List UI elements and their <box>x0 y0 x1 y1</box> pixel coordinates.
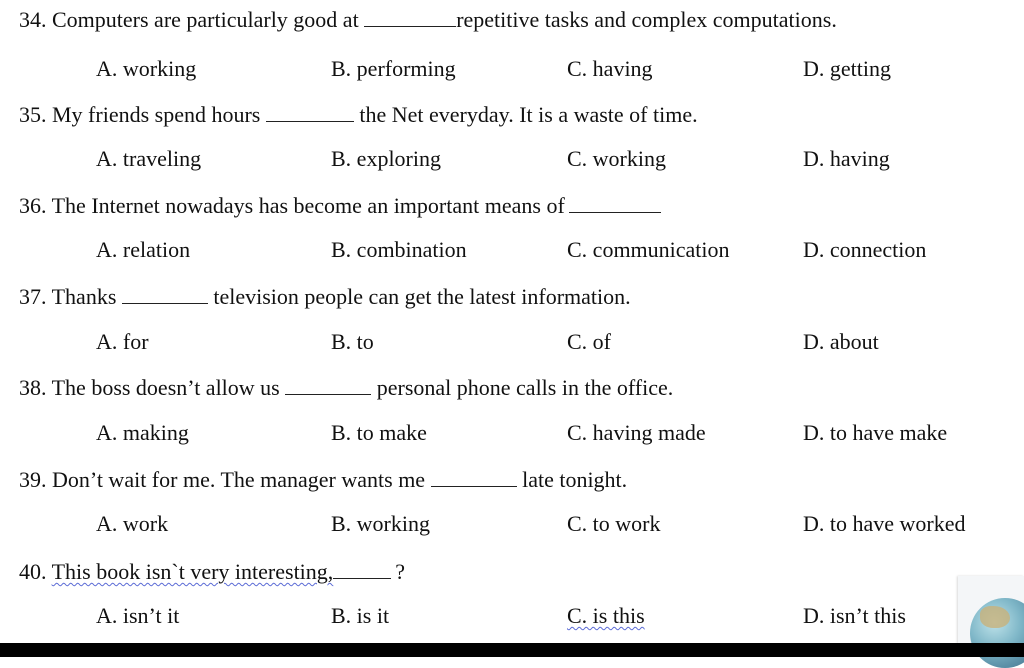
question-number: 39. <box>19 467 47 492</box>
question-text-before: The Internet nowadays has become an important means of <box>51 193 565 218</box>
question-40 <box>19 560 405 583</box>
question-text-before: Computers are particularly good at <box>52 7 359 32</box>
question-37 <box>19 285 631 308</box>
option-d: D. having <box>803 146 890 171</box>
option-c: C. working <box>567 146 666 171</box>
option-a: A. isn’t it <box>96 603 180 628</box>
question-35 <box>19 103 698 126</box>
option-b: B. to make <box>331 420 427 445</box>
option-c: C. is this <box>567 603 645 628</box>
question-text-after: repetitive tasks and complex computations. <box>456 7 837 32</box>
question-text-before: My friends spend hours <box>52 102 261 127</box>
option-d: D. to have make <box>803 420 948 445</box>
option-b: B. is it <box>331 603 390 628</box>
answer-blank <box>431 468 517 487</box>
question-number: 40. <box>19 559 47 584</box>
question-34 <box>19 8 837 31</box>
option-a: A. working <box>96 56 197 81</box>
option-b: B. exploring <box>331 146 441 171</box>
answer-blank <box>285 376 371 395</box>
question-text-after: ? <box>395 559 406 584</box>
question-text-after: late tonight. <box>522 467 628 492</box>
option-d: D. connection <box>803 237 927 262</box>
option-a: A. making <box>96 420 189 445</box>
question-number: 37. <box>19 284 47 309</box>
option-a: A. relation <box>96 237 191 262</box>
globe-land-shape <box>980 606 1010 628</box>
question-text-before: The boss doesn’t allow us <box>51 375 280 400</box>
option-c: C. having <box>567 56 653 81</box>
answer-blank <box>364 8 456 27</box>
question-38 <box>19 376 673 399</box>
question-36 <box>19 194 661 217</box>
option-c: C. communication <box>567 237 730 262</box>
option-b: B. to <box>331 329 374 354</box>
option-b: B. combination <box>331 237 467 262</box>
option-d: D. getting <box>803 56 891 81</box>
question-number: 35. <box>19 102 47 127</box>
question-text-after: television people can get the latest information. <box>213 284 631 309</box>
option-d: D. isn’t this <box>803 603 906 628</box>
corner-thumbnail <box>958 576 1024 644</box>
question-number: 34. <box>19 7 47 32</box>
answer-blank <box>569 194 661 213</box>
question-text-before: This book isn`t very interesting, <box>51 559 334 584</box>
answer-blank <box>266 103 354 122</box>
bottom-black-bar <box>0 643 1024 657</box>
question-text-after: personal phone calls in the office. <box>376 375 674 400</box>
question-text-before: Don’t wait for me. The manager wants me <box>52 467 426 492</box>
option-b: B. performing <box>331 56 456 81</box>
question-number: 36. <box>19 193 47 218</box>
option-a: A. for <box>96 329 149 354</box>
answer-blank <box>333 560 391 579</box>
question-39 <box>19 468 627 491</box>
option-c: C. having made <box>567 420 706 445</box>
option-a: A. work <box>96 511 169 536</box>
option-d: D. about <box>803 329 879 354</box>
question-text-after: the Net everyday. It is a waste of time. <box>359 102 698 127</box>
option-c: C. to work <box>567 511 661 536</box>
option-c: C. of <box>567 329 611 354</box>
option-b: B. working <box>331 511 430 536</box>
option-d: D. to have worked <box>803 511 966 536</box>
question-number: 38. <box>19 375 47 400</box>
question-text-before: Thanks <box>51 284 117 309</box>
option-a: A. traveling <box>96 146 202 171</box>
answer-blank <box>122 285 208 304</box>
